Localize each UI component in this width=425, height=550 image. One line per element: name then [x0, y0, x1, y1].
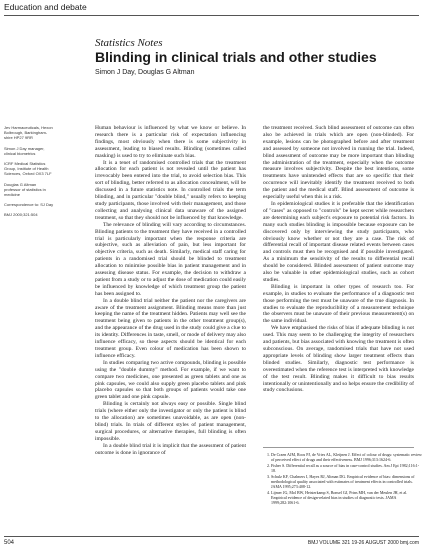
body-paragraph: the treatment received. Such blind assessment of outcome can often also be achieved in trials which are open (non-blinded). For example, lesions can be photographed before and after treatment and assessed by someone not involved in running the trial. Indeed, blind assessment of outcome may be more important than blinding the administration of the treatment, especially when the outcome measure involves subjectivity. Despite the best intentions, some treatments have unintended effects that are so specific that their occurrence will inevitably identify the treatment received to both the patient and the medical staff. Blind assessment of outcome is especially useful when this is a risk. — [263, 125, 414, 201]
section-label: Education and debate — [4, 2, 87, 12]
body-paragraph: In a double blind trial neither the patient nor the caregivers are aware of the treatment assignment. Blinding means more than just keeping the name of the treatment hidden. Patients may well see the treatment being given to patients in the other treatment group(s), and the appearance of the drug used in the study could give a clue to its identity. Differences in taste, smell, or mode of delivery may also influence efficacy, so these aspects should be identical for each treatment group. Even colour of medication has been shown to influence efficacy. — [95, 297, 246, 359]
body-paragraph: Blinding is important in other types of research too. For example, in studies to evaluate the performance of a diagnostic test those performing the test must be unaware of the true diagnosis. In studies to evaluate the reproducibility of a measurement technique the observers must be unaware of their previous measurement(s) on the same individual. — [263, 283, 414, 325]
affiliation-note: Douglas G Altman professor of statistics in medicine — [4, 181, 46, 198]
reference-item: 1. De Craen AJM, Roos PJ, de Vries AL, Kleijnen J. Effect of colour of drugs: systematic review of perceived effect of drugs and their effectiveness. BMJ 1996;313:1624-6. — [271, 452, 422, 462]
body-column-left — [95, 125, 246, 457]
article-title: Blinding in clinical trials and other studies — [95, 49, 377, 65]
body-paragraph: It is a tenet of randomised controlled trials that the treatment allocation for each patient is not revealed until the patient has irrevocably been entered into the trial, to avoid selection bias. This sort of blinding, better referred to as allocation concealment, will be discussed in a future statistics note. In controlled trials the term blinding, and in particular "double blind," usually refers to keeping study participants, those involved with their management, and those collecting and analysing clinical data unaware of the assigned treatment, so that they should not be influenced by that knowledge. — [95, 159, 246, 221]
article-authors: Simon J Day, Douglas G Altman — [95, 69, 195, 76]
affiliation-note: Jev Harmaceuticals, Hexon Bolbrough, Barkingham-shire HP27 9RR — [4, 125, 53, 141]
body-paragraph: The relevance of blinding will vary according to circumstances. Blinding patients to the treatment they have received in a controlled trial is particularly important when the response criteria are subjective, such as alleviation of pain, but less important for objective criteria, such as death. Similarly, medical staff caring for patients in a randomised trial should be blinded to treatment allocation to minimise possible bias in patient management and in assessing disease status. For example, the decision to withdraw a patient from a study or to adjust the dose of medication could easily be influenced by knowledge of which treatment group the patient has been assigned to. — [95, 221, 246, 297]
page-number: 504 — [4, 540, 15, 546]
reference-item: 4. Lijmer JG, Mol BW, Heisterkamp S, Bonsel GJ, Prins MH, van der Meulen JH, et al. Empirical evidence of design-related bias in studies of diagnostic tests. JAMA 1999;282:1061-6. — [271, 490, 422, 505]
body-paragraph: We have emphasised the risks of bias if adequate blinding is not used. This may seem to be challenging the integrity of researchers and patients, but bias associated with knowing the treatment is often subconscious. On average, randomised trials that have not used appropriate levels of blinding show larger treatment effects than blinded studies. Similarly, diagnostic test performance is overestimated when the reference test is interpreted with knowledge of the test result. Blinding makes it difficult to bias results intentionally or unintentionally and so helps ensure the credibility of study conclusions. — [263, 325, 414, 394]
series-label: Statistics Notes — [95, 37, 163, 49]
bottom-rule — [4, 536, 419, 537]
affiliation-note: ICRF Medical Statistics Group, Institute of Health Sciences, Oxford OX3 7LF — [4, 161, 52, 177]
journal-info: BMJ VOLUME 321 19-26 AUGUST 2000 bmj.com — [307, 540, 419, 546]
body-paragraph: Blinding is certainly not always easy or possible. Single blind trials (where either only the investigator or only the patient is blind to the allocation) are sometimes unavoidable, as are open (non-blind) trials. In trials of different styles of patient management, surgical procedures, or alternative therapies, full blinding is often impossible. — [95, 401, 246, 442]
body-paragraph: In a double blind trial it is implicit that the assessment of patient outcome is done in ignorance of — [95, 442, 246, 456]
references-divider — [263, 447, 414, 448]
reference-item: 3. Schulz KF, Chalmers I, Hayes RJ, Altman DG. Empirical evidence of bias: dimensions of methodological quality associated with estimates of treatment effects in controlled trials. JAMA 1995;273:408-12. — [271, 474, 422, 489]
references-list — [263, 452, 422, 506]
citation-note: BMJ 2000;321:504 — [4, 212, 38, 218]
reference-item: 2. Fisher S. Differential recall as a source of bias in case-control studies. Am J Epi 1982;116:1-18. — [271, 463, 422, 473]
body-paragraph: In epidemiological studies it is preferable that the identification of "cases" as opposed to "controls" be kept secret while researchers are determining each subject's exposure to potential risk factors. In many such studies blinding is impossible because exposure can be discovered only by interviewing the study participants, who obviously know whether or not they are a case. The risk of differential recall of important disease related events between cases and controls must then be recognised and if possible investigated. As a minimum the sensitivity of the results to differential recall should be considered. Blinded assessment of patient outcome may also be valuable in other epidemiological studies, such as cohort studies. — [263, 200, 414, 283]
author-affiliations — [4, 125, 54, 223]
affiliation-note: Simon J Day manager, clinical biometrics — [4, 145, 45, 156]
top-rule — [4, 15, 419, 16]
body-paragraph: In studies comparing two active compounds, blinding is possible using the "double dummy" method. For example, if we want to compare two medicines, one presented as green tablets and one as pink capsules, we could also supply green placebo tablets and pink placebo capsules so that both groups of patients would take one green tablet and one pink capsule. — [95, 359, 246, 401]
correspondence-note: Correspondence to: SJ Day — [4, 202, 54, 208]
body-column-right — [263, 125, 414, 394]
body-paragraph: Human behaviour is influenced by what we know or believe. In research there is a particular risk of expectation influencing findings, most obviously when there is some subjectivity in assessment, leading to biased results. Blinding (sometimes called masking) is used to try to eliminate such bias. — [95, 125, 246, 159]
